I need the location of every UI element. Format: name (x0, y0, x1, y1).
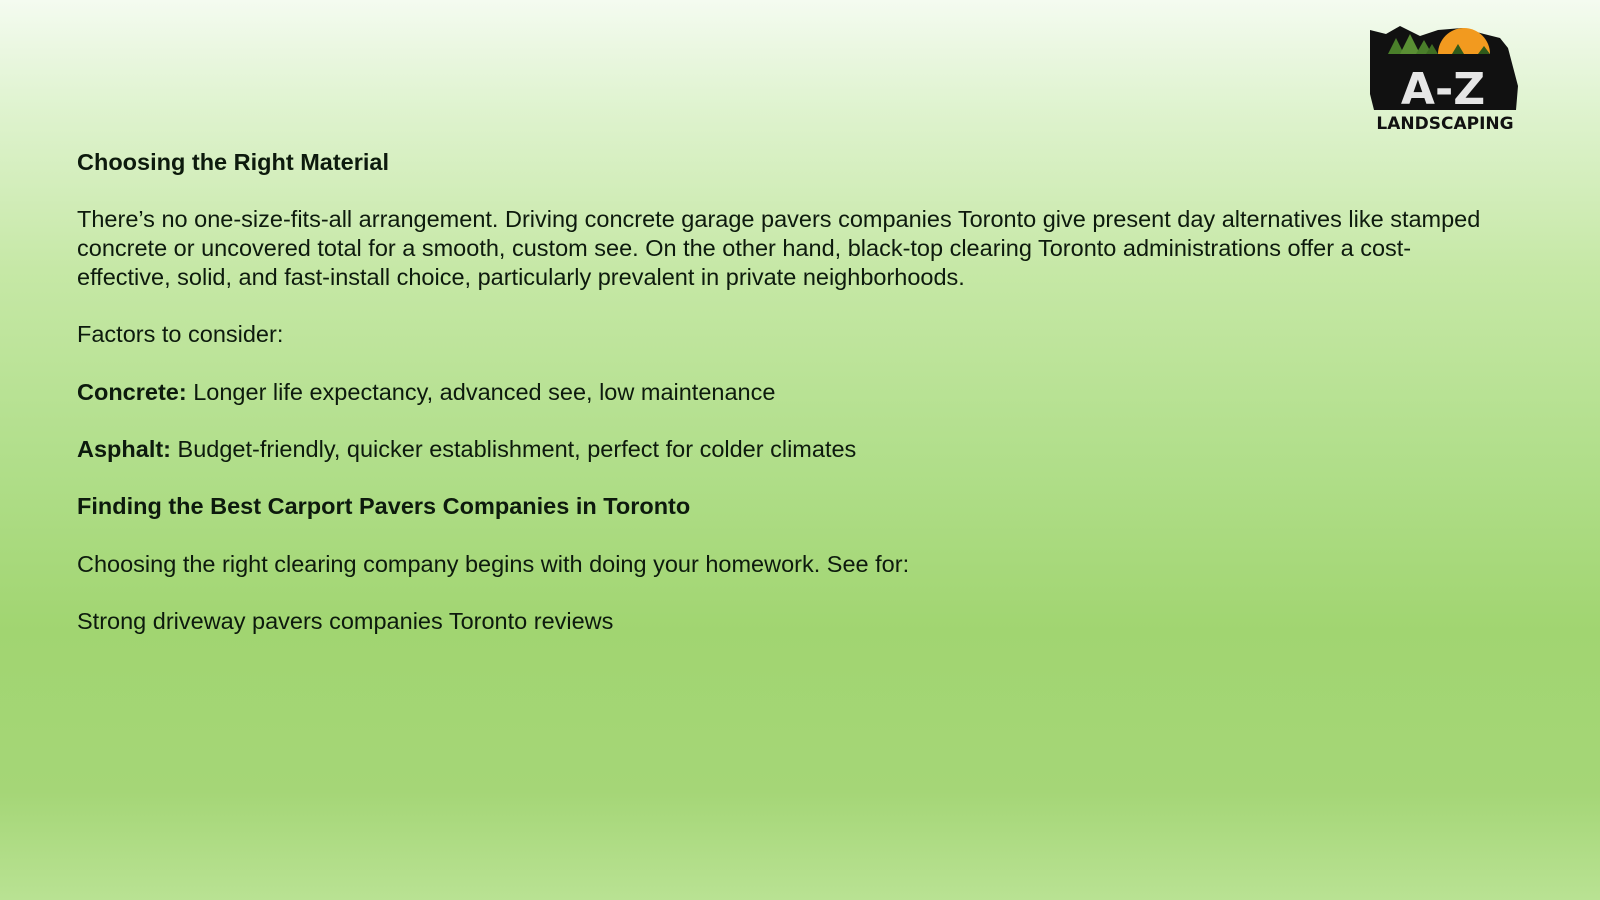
factors-label: Factors to consider: (77, 321, 284, 348)
heading-finding-companies: Finding the Best Carport Pavers Companies in Toronto (77, 493, 691, 520)
slide-content (77, 148, 1497, 665)
concrete-text: Longer life expectancy, advanced see, low maintenance (186, 378, 776, 405)
asphalt-label: Asphalt: (77, 435, 171, 462)
paragraph-intro: There’s no one-size-fits-all arrangement. Driving concrete garage pavers companies Toronto give present day alternatives like stamped concrete or uncovered total for a smooth, custom see. On the other hand, black-top clearing Toronto administrations offer a cost-effective, solid, and fast-install choice, particularly prevalent in private neighborhoods. (77, 206, 1481, 290)
heading-choosing-material: Choosing the Right Material (77, 149, 390, 175)
factor-asphalt (77, 435, 1497, 464)
factor-concrete (77, 378, 1497, 407)
concrete-label: Concrete: (77, 378, 187, 405)
line-reviews: Strong driveway pavers companies Toronto reviews (77, 608, 614, 635)
az-landscaping-logo (1366, 24, 1524, 134)
logo-mountain-icon (1366, 24, 1524, 134)
paragraph-choosing: Choosing the right clearing company begins with doing your homework. See for: (77, 550, 910, 577)
logo-sub-text: LANDSCAPING (1376, 114, 1514, 134)
asphalt-text: Budget-friendly, quicker establishment, perfect for colder climates (171, 435, 857, 462)
logo-main-text: A-Z (1400, 64, 1486, 115)
